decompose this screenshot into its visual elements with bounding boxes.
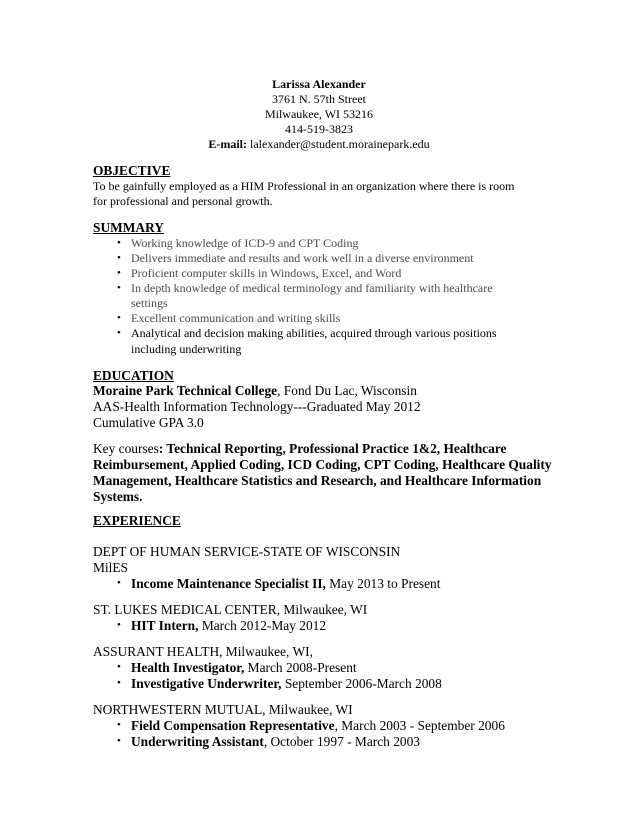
summary-item-6: Analytical and decision making abilities, acquired through various positions (131, 326, 497, 340)
role-bullet: • (117, 719, 121, 731)
key-courses-line-1 (93, 441, 506, 457)
employer-division: MilES (93, 560, 128, 575)
school-line (93, 383, 417, 399)
street-address: 3761 N. 57th Street (272, 92, 366, 106)
city-state-zip: Milwaukee, WI 53216 (264, 107, 374, 121)
candidate-name: Larissa Alexander (272, 77, 366, 91)
role-bullet: • (117, 619, 121, 631)
email-line (0, 137, 638, 152)
objective-heading: OBJECTIVE (93, 163, 171, 178)
summary-bullet: • (117, 312, 121, 324)
role-dates: March 2012-May 2012 (198, 618, 327, 633)
summary-item-4: In depth knowledge of medical terminology and familiarity with healthcare (131, 281, 493, 295)
summary-item-4-cont: settings (131, 296, 168, 310)
summary-item-6-cont: including underwriting (131, 342, 242, 356)
key-courses-line-2: Reimbursement, Applied Coding, ICD Coding, CPT Coding, Healthcare Quality (93, 457, 552, 472)
role-bullet: • (117, 677, 121, 689)
summary-bullet: • (117, 252, 121, 264)
email-address: lalexander@student.morainepark.edu (247, 137, 430, 151)
education-heading: EDUCATION (93, 368, 174, 383)
role-line (131, 676, 442, 692)
phone-number: 414-519-3823 (285, 122, 353, 136)
role-bullet: • (117, 577, 121, 589)
school-name: Moraine Park Technical College (93, 383, 278, 398)
employer-name: ASSURANT HEALTH, Milwaukee, WI, (93, 644, 313, 659)
summary-item-2: Delivers immediate and results and work well in a diverse environment (131, 251, 474, 265)
role-title: Income Maintenance Specialist II, (131, 576, 326, 591)
experience-heading: EXPERIENCE (93, 513, 181, 528)
role-line (131, 734, 420, 750)
key-courses-text: : Technical Reporting, Professional Practice 1&2, Healthcare (158, 441, 507, 456)
employer-name: DEPT OF HUMAN SERVICE-STATE OF WISCONSIN (93, 544, 401, 559)
role-dates: September 2006-March 2008 (281, 676, 442, 691)
objective-line-2: for professional and personal growth. (93, 194, 273, 208)
key-courses-line-3: Management, Healthcare Statistics and Research, and Healthcare Information (93, 473, 542, 488)
objective-line-1: To be gainfully employed as a HIM Professional in an organization where there is room (93, 179, 515, 193)
summary-item-5: Excellent communication and writing skills (131, 311, 341, 325)
summary-bullet: • (117, 282, 121, 294)
role-dates: , March 2003 - September 2006 (334, 718, 505, 733)
role-title: Health Investigator, (131, 660, 245, 675)
role-title: Underwriting Assistant (131, 734, 264, 749)
role-line (131, 660, 357, 676)
key-courses-label: Key courses (93, 441, 159, 456)
role-title: Field Compensation Representative (131, 718, 335, 733)
summary-bullet: • (117, 237, 121, 249)
summary-bullet: • (117, 327, 121, 339)
gpa: Cumulative GPA 3.0 (93, 415, 204, 430)
role-line (131, 576, 440, 592)
role-line (131, 718, 505, 734)
role-line (131, 618, 326, 634)
summary-item-3: Proficient computer skills in Windows, Excel, and Word (131, 266, 402, 280)
role-bullet: • (117, 735, 121, 747)
key-courses-line-4: Systems. (93, 489, 143, 504)
email-label: E-mail: (208, 137, 247, 151)
degree: AAS-Health Information Technology---Graduated May 2012 (93, 399, 421, 414)
role-dates: March 2008-Present (244, 660, 357, 675)
role-title: HIT Intern, (131, 618, 199, 633)
role-dates: , October 1997 - March 2003 (263, 734, 420, 749)
role-title: Investigative Underwriter, (131, 676, 282, 691)
summary-bullet: • (117, 267, 121, 279)
summary-heading: SUMMARY (93, 220, 164, 235)
role-bullet: • (117, 661, 121, 673)
employer-name: ST. LUKES MEDICAL CENTER, Milwaukee, WI (93, 602, 368, 617)
summary-item-1: Working knowledge of ICD-9 and CPT Coding (131, 236, 359, 250)
school-location: , Fond Du Lac, Wisconsin (277, 383, 417, 398)
role-dates: May 2013 to Present (325, 576, 441, 591)
employer-name: NORTHWESTERN MUTUAL, Milwaukee, WI (93, 702, 353, 717)
